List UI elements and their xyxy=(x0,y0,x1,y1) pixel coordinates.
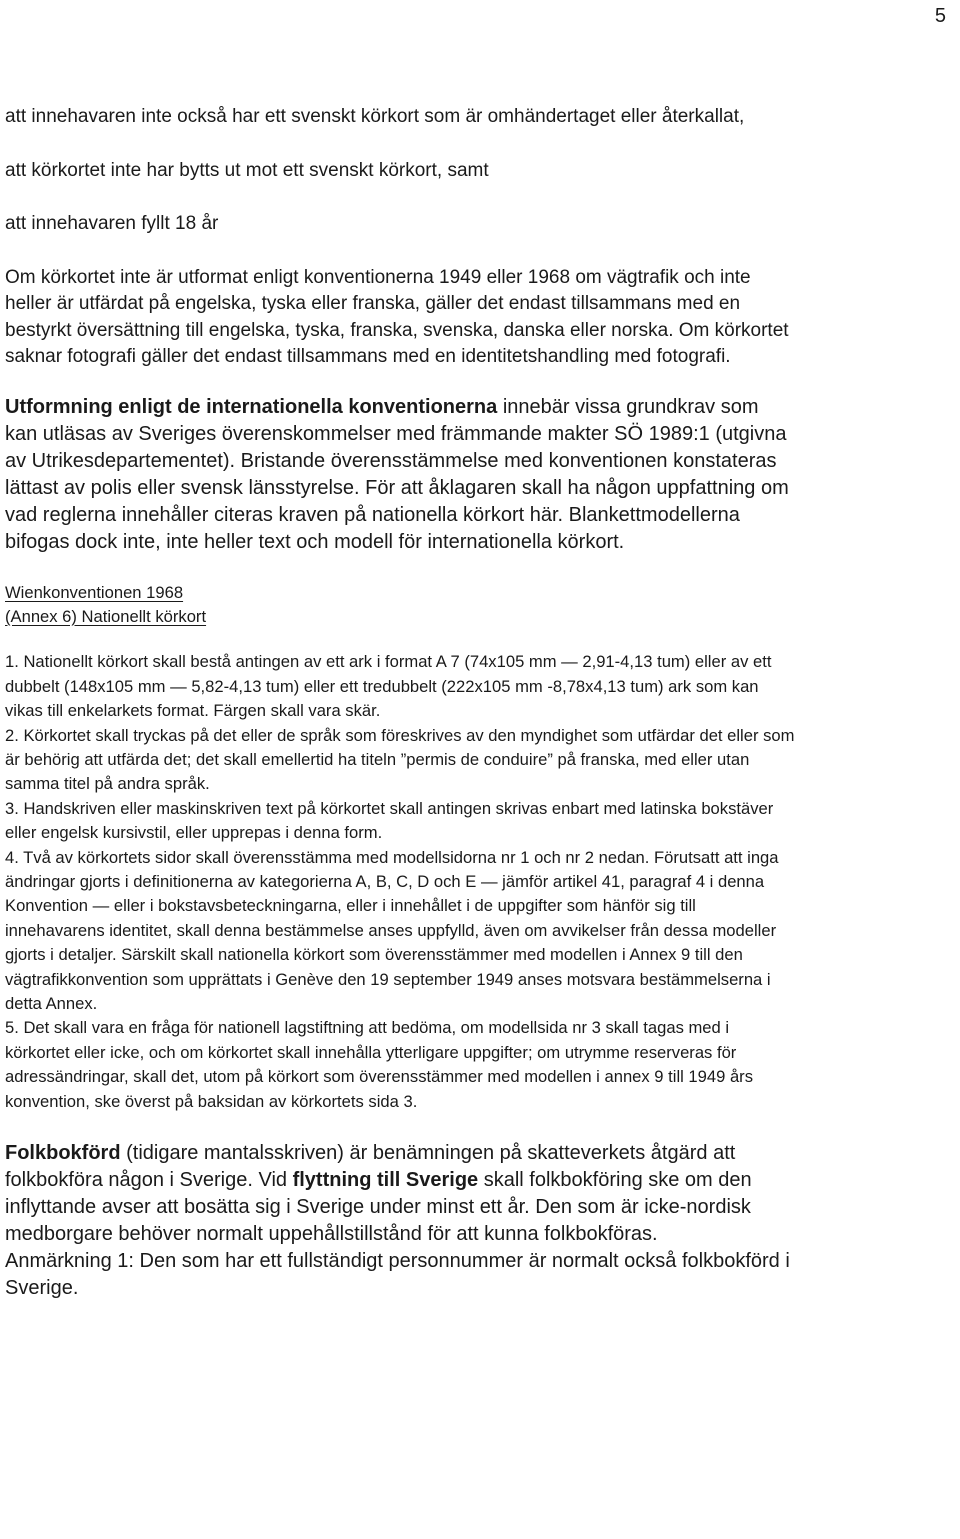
folkbokford-term: Folkbokförd xyxy=(5,1142,121,1165)
condition-item-1: att innehavaren inte också har ett svenskt körkort som är omhändertaget eller återkallat, xyxy=(5,106,745,127)
utformning-bold-term: Utformning enligt de internationella konventionerna xyxy=(5,395,498,418)
folkbokford-text-1: (tidigare mantalsskriven) är benämningen på skatteverkets åtgärd att folkbokföra någon i Sverige. Vid xyxy=(5,1142,736,1192)
heading-line-2: (Annex 6) Nationellt körkort xyxy=(5,606,207,626)
annex-item: 3. Handskriven eller maskinskriven text på körkortet skall antingen skrivas enbart med latinska bokstäver eller engelsk kursivstil, eller upprepas i denna form. xyxy=(5,798,774,843)
page-number: 5 xyxy=(934,5,946,27)
utformning-text: innebär vissa grundkrav som kan utläsas av Sveriges överenskommelser med främmande makter SÖ 1989:1 (utgivna av Utrikesdepartementet). Bristande överensstämmelse med konventionen konstateras lättast av polis eller svensk länsstyrelse. För att åklagaren skall ha någon uppfattning om vad reglerna innehåller citeras kraven på nationella körkort här. Blankettmodellerna bifogas dock inte, inte heller text och modell för internationella körkort. xyxy=(5,395,789,553)
document-body xyxy=(5,104,795,1302)
folkbokford-paragraph xyxy=(5,1140,795,1248)
translation-paragraph: Om körkortet inte är utformat enligt konventionerna 1949 eller 1968 om vägtrafik och inte heller är utfärdat på engelska, tyska eller franska, gäller det endast tillsammans med en bestyrkt översättning till engelska, tyska, franska, svenska, danska eller norska. Om körkortet saknar fotografi gäller det endast tillsammans med en identitetshandling med fotografi. xyxy=(5,266,789,367)
folkbokford-text-2: skall folkbokföring ske om den inflyttande avser att bosätta sig i Sverige under minst ett år. Den som är icke-nordisk medborgare behöver normalt uppehållstillstånd för att kunna folkbokföras. xyxy=(5,1169,752,1246)
flyttning-term: flyttning till Sverige xyxy=(292,1169,479,1192)
annex-item: 5. Det skall vara en fråga för nationell lagstiftning att bedöma, om modellsida nr 3 skall tagas med i körkortet eller icke, och om körkortet skall innehålla ytterligare uppgifter; om utrymme reserveras för adressändringar, skall det, utom på körkort som överensstämmer med modellen i annex 9 till 1949 års konvention, ske överst på baksidan av körkortets sida 3. xyxy=(5,1018,753,1111)
condition-item-3: att innehavaren fyllt 18 år xyxy=(5,213,219,234)
annex-item: 1. Nationellt körkort skall bestå antingen av ett ark i format A 7 (74x105 mm — 2,91-4,13 tum) eller av ett dubbelt (148x105 mm — 5,82-4,13 tum) eller ett tredubbelt (222x105 mm -8,78x4,13 tum) ark som kan vikas till enkelarkets format. Färgen skall vara skär. xyxy=(5,652,772,721)
annex-heading xyxy=(5,581,795,630)
utformning-paragraph xyxy=(5,394,795,556)
annex-item: 2. Körkortet skall tryckas på det eller de språk som föreskrives av den myndighet som utfärdar det eller som är behörig att utfärda det; det skall emellertid ha titeln ”permis de conduire” på franska, med eller utan samma titel på andra språk. xyxy=(5,725,795,794)
annex-item-list xyxy=(5,650,795,1114)
condition-item-2: att körkortet inte har bytts ut mot ett svenskt körkort, samt xyxy=(5,159,489,181)
annex-item: 4. Två av körkortets sidor skall överensstämma med modellsidorna nr 1 och nr 2 nedan. Förutsatt att inga ändringar gjorts i definitionerna av kategorierna A, B, C, D och E — jämför artikel 41, paragraf 4 i denna Konvention — eller i bokstavsbeteckningarna, eller i innehållet i de uppgifter som hänför sig till innehavarens identitet, skall denna bestämmelse anses uppfylld, även om avvikelser från dessa modeller gjorts i detaljer. Särskilt skall nationella körkort som överensstämmer med modellen i Annex 9 till den vägtrafikkonvention som upprättats i Genève den 19 september 1949 anses motsvara bestämmelserna i detta Annex. xyxy=(5,847,779,1013)
folkbokford-note: Anmärkning 1: Den som har ett fullständigt personnummer är normalt också folkbokförd i Sverige. xyxy=(5,1250,790,1300)
heading-line-1: Wienkonventionen 1968 xyxy=(5,582,184,602)
